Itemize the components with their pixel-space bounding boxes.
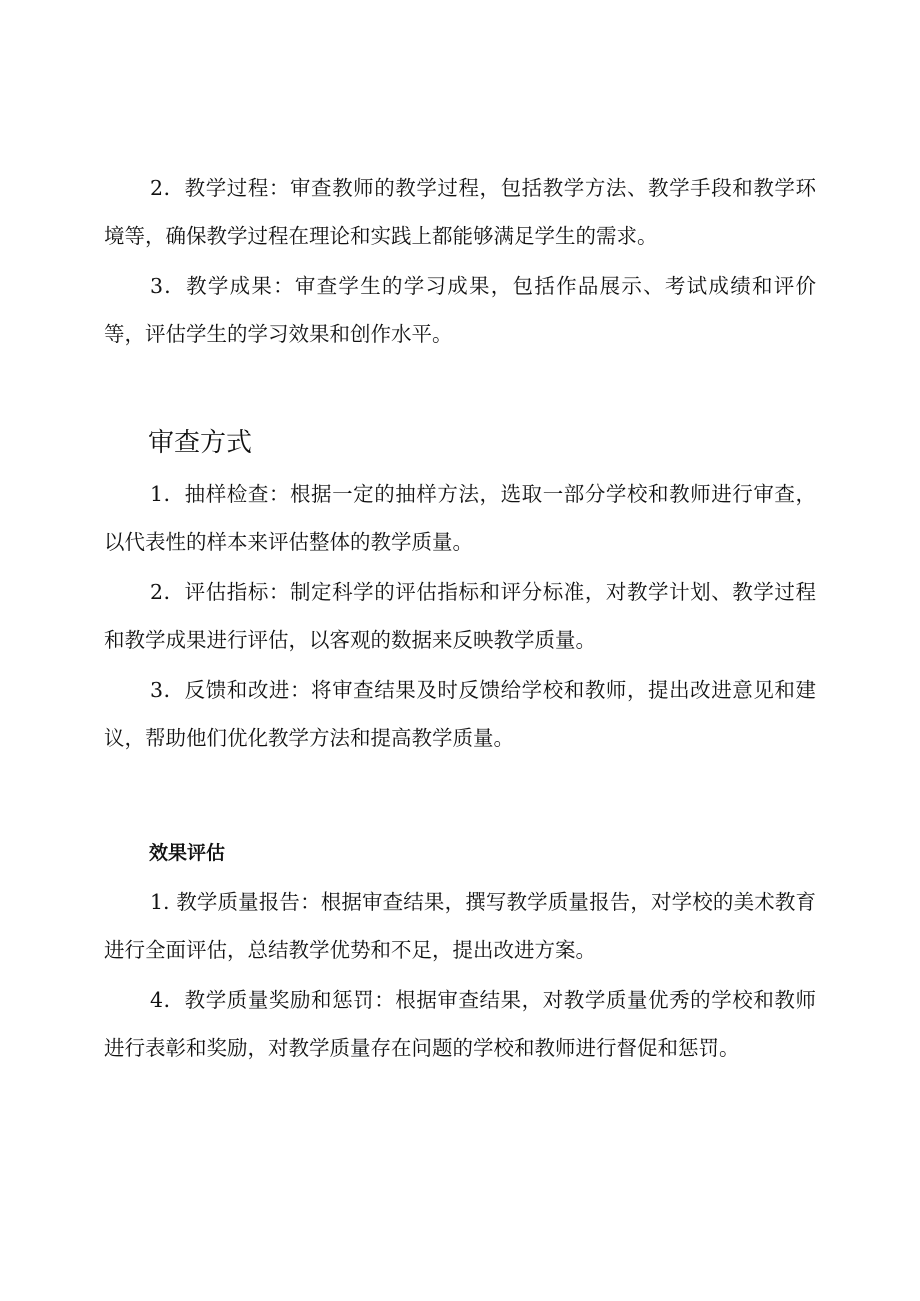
process-item-3: 3．教学成果：审查学生的学习成果，包括作品展示、考试成绩和评价等，评估学生的学习效果和创作水平。 — [104, 274, 816, 346]
evaluation-heading: 效果评估 — [149, 842, 226, 864]
methods-item-1: 1．抽样检查：根据一定的抽样方法，选取一部分学校和教师进行审查，以代表性的样本来评估整体的教学质量。 — [104, 482, 816, 554]
methods-heading: 审查方式 — [148, 428, 253, 458]
process-item-2: 2．教学过程：审查教师的教学过程，包括教学方法、教学手段和教学环境等，确保教学过程在理论和实践上都能够满足学生的需求。 — [104, 176, 816, 248]
methods-item-3: 3．反馈和改进：将审查结果及时反馈给学校和教师，提出改进意见和建议，帮助他们优化教学方法和提高教学质量。 — [104, 678, 816, 750]
evaluation-item-4: 4．教学质量奖励和惩罚：根据审查结果，对教学质量优秀的学校和教师进行表彰和奖励，对教学质量存在问题的学校和教师进行督促和惩罚。 — [104, 988, 816, 1060]
methods-item-2: 2．评估指标：制定科学的评估指标和评分标准，对教学计划、教学过程和教学成果进行评估，以客观的数据来反映教学质量。 — [104, 580, 816, 652]
evaluation-item-1: 1. 教学质量报告：根据审查结果，撰写教学质量报告，对学校的美术教育进行全面评估，总结教学优势和不足，提出改进方案。 — [104, 890, 816, 962]
